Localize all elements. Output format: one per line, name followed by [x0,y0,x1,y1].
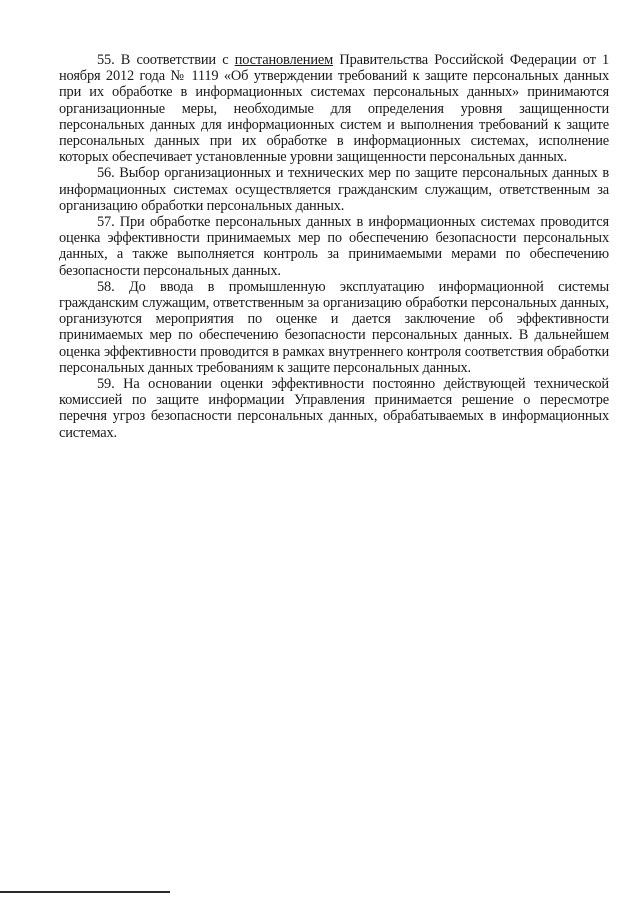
paragraph-57: 57. При обработке персональных данных в информационных системах проводится оценка эффективности принимаемых мер по обеспечению безопасности персональных данных, а также выполняется контроль за принимаемыми мерами по обеспечению безопасности персональных данных. [59,214,609,279]
document-body [59,52,609,441]
paragraph-56: 56. Выбор организационных и технических мер по защите персональных данных в информационных системах осуществляется гражданским служащим, ответственным за организацию обработки персональных данных. [59,165,609,214]
paragraph-55 [59,52,609,165]
paragraph-59: 59. На основании оценки эффективности постоянно действующей технической комиссией по защите информации Управления принимается решение о пересмотре перечня угроз безопасности персональных данных, обрабатываемых в информационных системах. [59,376,609,441]
paragraph-55-rest: Правительства Российской Федерации от 1 ноября 2012 года № 1119 «Об утверждении требований к защите персональных данных при их обработке в информационных системах персональных данных» принимаются организационные меры, необходимые для определения уровня защищенности персональных данных для информационных систем и выполнения требований к защите персональных данных при их обработке в информационных системах, исполнение которых обеспечивает установленные уровни защищенности персональных данных. [59,52,609,166]
paragraph-58: 58. До ввода в промышленную эксплуатацию информационной системы гражданским служащим, ответственным за организацию обработки персональных данных, организуются мероприятия по оценке и дается заключение об эффективности принимаемых мер по обеспечению безопасности персональных данных. В дальнейшем оценка эффективности проводится в рамках внутреннего контроля соответствия обработки персональных данных требованиям к защите персональных данных. [59,278,609,376]
paragraph-55-start: 55. В соответствии с [97,52,235,68]
bottom-scan-edge [0,891,170,893]
resolution-link[interactable]: постановлением [234,52,334,68]
